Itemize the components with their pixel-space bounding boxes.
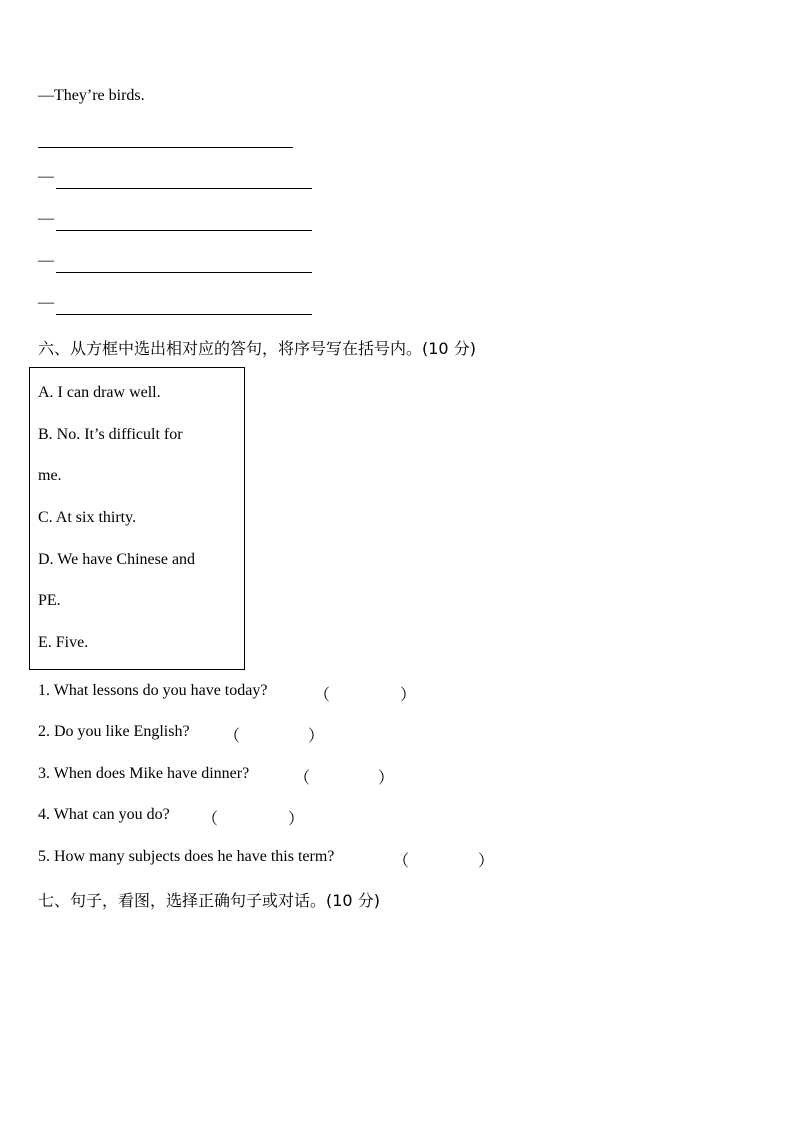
blank-line[interactable] xyxy=(38,147,293,148)
answer-paren-open[interactable]: （ xyxy=(294,770,311,787)
question-text: 5. How many subjects does he have this term? xyxy=(38,848,335,865)
section-7-title: 七、句子，看图，选择正确句子或对话。(10 分) xyxy=(38,891,380,910)
answer-paren-open[interactable]: （ xyxy=(314,687,331,704)
question-4 xyxy=(38,806,338,828)
option-b-cont: me. xyxy=(38,467,62,484)
blank-line[interactable] xyxy=(56,314,312,315)
option-a: A. I can draw well. xyxy=(38,384,161,401)
option-c: C. At six thirty. xyxy=(38,509,137,526)
blank-line[interactable] xyxy=(56,230,312,231)
section-6-title: 六、从方框中选出相对应的答句，将序号写在括号内。(10 分) xyxy=(38,339,476,358)
question-1 xyxy=(38,682,438,704)
answer-paren-open[interactable]: （ xyxy=(393,853,410,870)
option-e: E. Five. xyxy=(38,634,89,651)
answer-paren-close[interactable]: ） xyxy=(400,687,417,704)
question-5 xyxy=(38,848,518,870)
option-b: B. No. It’s difficult for xyxy=(38,426,183,443)
answer-paren-close[interactable]: ） xyxy=(288,811,305,828)
answer-paren-close[interactable]: ） xyxy=(478,853,495,870)
question-text: 4. What can you do? xyxy=(38,806,170,823)
option-d-cont: PE. xyxy=(38,592,61,609)
question-text: 2. Do you like English? xyxy=(38,723,190,740)
question-2 xyxy=(38,723,358,745)
options-box xyxy=(29,367,245,670)
answer-paren-close[interactable]: ） xyxy=(378,770,395,787)
answer-paren-open[interactable]: （ xyxy=(224,728,241,745)
answer-paren-open[interactable]: （ xyxy=(202,811,219,828)
question-text: 3. When does Mike have dinner? xyxy=(38,765,250,782)
question-3 xyxy=(38,765,418,787)
dash-mark: — xyxy=(38,294,54,311)
answer-paren-close[interactable]: ） xyxy=(308,728,325,745)
option-d: D. We have Chinese and xyxy=(38,551,196,568)
blank-line[interactable] xyxy=(56,188,312,189)
blank-line[interactable] xyxy=(56,272,312,273)
question-text: 1. What lessons do you have today? xyxy=(38,682,268,699)
dash-mark: — xyxy=(38,210,54,227)
dash-mark: — xyxy=(38,168,54,185)
answer-text: —They’re birds. xyxy=(38,87,145,104)
dash-mark: — xyxy=(38,252,54,269)
